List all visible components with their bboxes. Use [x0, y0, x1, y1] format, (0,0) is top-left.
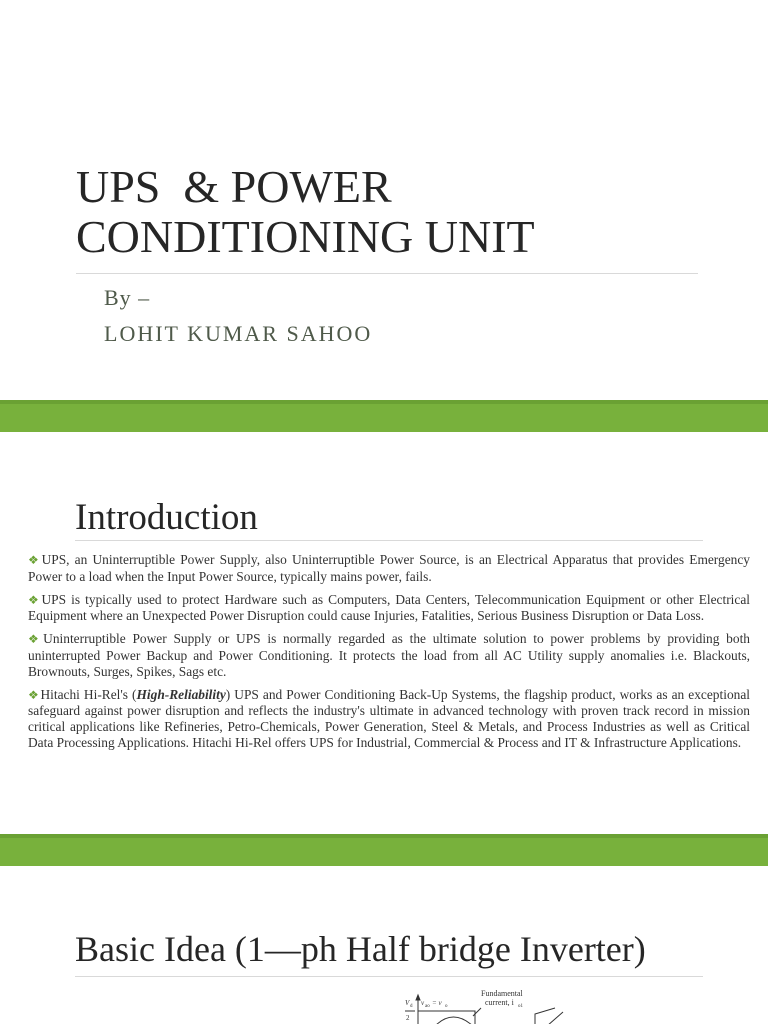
figure-label-current: current, i — [485, 998, 514, 1007]
diamond-bullet-icon: ❖ — [28, 687, 40, 702]
heading-divider — [75, 976, 703, 977]
waveform-diagram — [395, 986, 595, 1024]
title-line-1: UPS & POWER — [76, 161, 392, 212]
fundamental-wave — [435, 1017, 473, 1024]
author-name: LOHIT KUMAR SAHOO — [104, 321, 373, 346]
diamond-bullet-icon: ❖ — [28, 592, 41, 607]
introduction-slide — [0, 432, 768, 834]
svg-text:d: d — [410, 1004, 413, 1009]
list-item: ❖UPS is typically used to protect Hardware such as Computers, Data Centers, Telecommunication Equipment or other Electrical Equipment where an Unexpected Power Disruption could cause Injuries, Fatalities, Serious Business Disruption or Data Loss. — [28, 591, 751, 624]
list-item: ❖Uninterruptible Power Supply or UPS is normally regarded as the ultimate solution to power problems by providing both uninterrupted Power Backup and Power Conditioning. It protects the load from all AC Utility supply anomalies i.e. Blackouts, Brownouts, Surges, Spikes, Sags etc. — [28, 631, 750, 679]
slide-heading: Basic Idea (1—ph Half bridge Inverter) — [75, 929, 646, 969]
bullet-list — [28, 552, 750, 758]
svg-text:o1: o1 — [518, 1004, 523, 1009]
slide-separator — [0, 834, 768, 866]
axis-arrow — [416, 995, 420, 1000]
list-item: ❖UPS, an Uninterruptible Power Supply, also Uninterruptible Power Source, is an Electrical Apparatus that provides Emergency Power to a load when the Input Power Source, typically mains power, fails. — [28, 552, 750, 584]
svg-text:o: o — [445, 1004, 448, 1009]
title-line-2: CONDITIONING UNIT — [76, 211, 535, 262]
slide-heading: Introduction — [75, 497, 258, 538]
presentation-title — [76, 162, 535, 262]
diamond-bullet-icon: ❖ — [28, 632, 43, 647]
slide-separator — [0, 400, 768, 432]
wave-segment — [547, 1012, 563, 1024]
svg-text:2: 2 — [406, 1014, 410, 1022]
figure-label-v: V — [405, 999, 410, 1007]
svg-text:ao: ao — [425, 1004, 430, 1009]
svg-text:= v: = v — [432, 999, 442, 1007]
diamond-bullet-icon: ❖ — [28, 553, 41, 567]
title-divider — [76, 273, 698, 274]
heading-divider — [75, 540, 703, 541]
figure-label-vao: v — [421, 999, 425, 1007]
square-wave — [418, 1011, 475, 1024]
figure-label-fundamental: Fundamental — [481, 989, 523, 998]
emphasis-text: High-Reliability — [136, 686, 226, 702]
leader-line — [473, 1008, 481, 1016]
byline-label: By – — [104, 285, 151, 310]
list-item: ❖Hitachi Hi-Rel's (High-Reliability) UPS and Power Conditioning Back-Up Systems, the flagship product, works as an exceptional safeguard against power disruption and reflects the industry's ultimate in advanced technology with proven track record in mission critical applications like Refineries, Petro-Chemicals, Power Generation, Steel & Metals, and Process Industries as well as Critical Data Processing Applications. Hitachi Hi-Rel offers UPS for Industrial, Commercial & Process and IT & Infrastructure Applications. — [28, 686, 750, 750]
basic-idea-slide — [0, 866, 768, 1024]
title-slide — [0, 0, 768, 400]
